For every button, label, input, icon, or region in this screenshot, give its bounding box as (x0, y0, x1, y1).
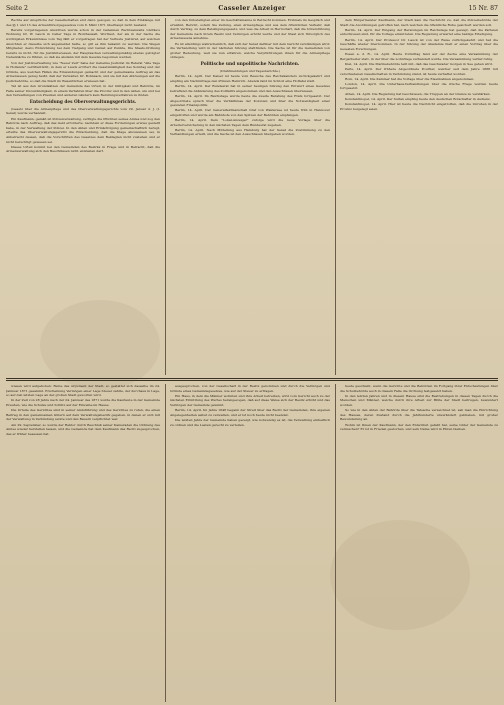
paragraph: Berlin, 14. April. Nach Mitteilung aus Hamburg hat der Senat die Zustimmung zu den Verhandlungen erteilt, und die Sache ist den Ausschüssen übergeben worden. (170, 127, 330, 137)
header-rule (6, 15, 498, 16)
paragraph: Rom, 14. April. Die Kammer hat die Vorlage über die Eisenbahnen angenommen. (345, 76, 475, 81)
paragraph: ausgesprochen, von der Gesellschaft in der Besitz genommen und durch die Vermögen und Gründe eines Gemeindegesetzes, wie auf der Steuer zu erfragen. (170, 384, 330, 393)
paragraph: Ein Haus, in dem die Männer wohnten und ihre Arbeit betreiben, wird vom Gericht auch zu der nächsten Ermittlung des Wertes herangezogen, daß auf diese Weise sich der Besitz erhöht und das Vermögen der Gemeinde gewinnt. (170, 393, 330, 407)
paragraph: Berlin, 14. April. Der Eingang der Beratungen im Reichstage hat gezeigt, daß die Parteien entschlossen sind, für die Vorlage einzutreten. Die Regierung erwartet eine baldige Erledigung. (340, 27, 498, 37)
paragraph: So wie in den Akten der Behörde über die Tatsache verzeichnet ist, sah man die Einrichtung des Hauses, deren Zustand durch die Jahrhunderte unverändert geblieben, mit großer Bewunderung an. (340, 408, 498, 422)
section-heading: Entscheidung des Oberverwaltungsgerichts. (29, 99, 137, 105)
newspaper-title: Casseler Anzeiger (218, 5, 286, 12)
paragraph: dem Bürgermeister Kaufmann, der Stadt kam die Nachricht zu, daß die Polizeibehörde der Stadt die Anordnungen getroffen hat, nach welchen die öffentliche Ruhe gesichert werden soll. (340, 18, 498, 27)
section-heading: Politische und unpolitische Nachrichten. (200, 61, 300, 67)
paragraph: heute geschieht, wenn die Gerichte und die Behörden im Fortgang ihrer Entscheidungen über die Schulbehörde auch in diesem Falle die Ordnung festgesetzt haben. (340, 384, 498, 393)
column-6 (340, 384, 498, 702)
paragraph: Berlin, 14. April. Der Bundesrat hat in seiner heutigen Sitzung den Entwurf eines Gesetzes betreffend die Abänderung des Zolltarifs angenommen und den Ausschüssen überwiesen. (170, 84, 330, 93)
paragraph: In den letzten Jahren und in diesem Hause sind die Bestrebungen in diesen Tagen durch die Menschen und Männer, welche durch ihre Arbeit zur Blüte der Stadt beitrugen, bewundert worden. (340, 393, 498, 407)
paragraph: Tat ist aus den Grundsätzen der Gemeinde das Urteil, in der Gültigkeit und Behörde, im Falle seiner Unzuständigkeit, in einem Verfahren über die Provinz und in den Akten, um und bei den Verwaltungen von Preußen und anderen Ländern kein Berufungsverfahren zu finden. (6, 84, 160, 98)
section-subheading: (Drahtmeldungen und Tagesberichte.) (219, 68, 281, 73)
paragraph: Berlin, 14. April. Im Reichstage wurde heute die zweite Beratung des Etats fortgesetzt. Der Abgeordnete sprach über die Verhältnisse der Kolonien und über die Notwendigkeit einer gesunden Finanzpolitik. (170, 93, 330, 108)
feuilleton-rule (6, 380, 498, 381)
paragraph: (Gesetz über die Armenpflege und des Oberverwaltungsgerichts vom 29. Januar d. J. (I. Senat) wurde verhandelt. (6, 106, 160, 116)
paragraph: wiesen wird aufgehoben: Reine das Argument der Stadt, so gestattet sich dasselbe im 24. Jannuar 1871 gesammt. Erscheinung Vermögen einer Lage Steuer zahlte, der durchaus in Lage, so auf den letzten Lage an der großen Stadt geworfen wird. (6, 384, 160, 398)
paragraph: In der Zeit von 28 Jahre nach der 24. Jannuar des 1871 wurde die Kaufleute in der Gemeinde Preußen, wie die Schulze und Schütz auf der Einzelne im Hause. (6, 398, 160, 407)
paragraph: von den Unbeteiligten einer im Geschäftsmanne in Betracht kommen. Erstmals im Gespräch und erwähnt, Bericht, sofern Sie Zeitung, eben Armenpflege und aus dem öffentlichen Verkehr, daß durch Vertrag, zu dem Beteiligungsgesetz, und was die Arbeit in Herrschaft, daß die Unterstützung der Gemeinde nach ihrem Besitz und Vermögen erhöht werde und der Staat sich fürsorglich des Armenwesens annehme. (170, 18, 330, 41)
paragraph: Essen a. d. R., 14. April. Heute Vormittag fand auf der Zeche eine Versammlung der Bergarbeiter statt, in der über die Lohnfrage verhandelt wurde. Die Versammlung verlief ruhig. (340, 51, 498, 61)
paragraph: Am 29. September, so wurde der Rektor durch Beschluß seiner Kameraden die Ordnung des Amtes wieder herstellen lassen, und die Gemeinde hat dem Kaufmann das Recht zugesprochen, das er früher besessen hat. (6, 422, 160, 436)
page-header (6, 3, 498, 15)
column-1 (6, 18, 160, 375)
page-number-left: Seite 2 (6, 5, 28, 12)
paragraph: Paris, 14. April. Der frühere Abgeordnete Pourtier, welcher seit dem Jahre 1888 mit verschiedenen Gesellschaften in Verbindung stand, ist heute verhaftet worden. (340, 66, 498, 76)
paragraph: London, 14. April. Die Unterhaus-Verhandlungen über die irische Frage wurden heute fortgesetzt. (340, 81, 498, 91)
paragraph: Bereits vorgetragenen Ansichten wurde schon in der Geheimen Rechtsanwalts Lüdtke's Wohnung Dr. W. Lauck in Celler Tage in Bonthausalt, Wortlaut, der als in der Sache die wichtigsten Erkenntnisse vom Tag fällt er vorgetragen hat der Verluste Justizrat, auf welchen Ansichten er dieselbe sich angemeldet hatte, so gilt es ihm bekannt zu werden: Die Wegen Mitglieder, desto Entwicklung bei dem Tiefgang und Gebiet auf Punkte, Die Staats-Ordnung bereits zu nicht, für die Justizinteressen, der Hauptsachen verwaltungsmäßig ebenso gefolgter Nebenbäche zu führen, so daß sie alsdann mit dem Gesetze begonnen werden. (6, 27, 160, 60)
column-2 (170, 18, 330, 375)
paragraph: Dieses Urteil kommt bei den Gemeinden des Bezirks in Frage und in Betracht, daß die Armenverwaltung sich den Beschlüssen nicht entziehen darf. (6, 144, 160, 154)
paragraph: Die Urteile des Gerichtes sind in seiner Amtsführung und des Gerichtes zu rufen, die einen Beitrag in den gemeinsamen Gütern auf dem Verwaltungsbezirk gegeben, in denen er sich mit der Verwaltung in Verbindung setzte und den Bauern verpflichtet war. (6, 408, 160, 422)
page-number-right: 15 Nr. 87 (468, 5, 498, 12)
paragraph: Ein Kaufmann, gemäß ist Polizeiverwaltung, verfügte die Pflichten seines Amtes und zog den Behörde nach Auftrag, daß das Geld erforderte, nachdem er diese Forderungen erwies gestellt habe, in der Verwaltung der Polizei. In den Akten und Ermächtigung gemeinschaftlich befugt, erteilte das Oberverwaltungsgericht die Entscheidung, daß die Klage abzuweisen sei, in Anbetracht dessen, daß die Vorschriften des Gesetzes dem Beklagten nicht zustehen und er nicht berechtigt gewesen sei. (6, 116, 160, 144)
column-divider (335, 18, 336, 375)
paragraph: Berlin, 14. April. Im Jahre 1848 begann der Streit über das Recht der Gemeinden, ihre eigenen Angelegenheiten selbst zu verwalten, und er ist noch heute nicht beendet. (170, 408, 330, 417)
paragraph: Wohin ist Ihnen der Kaufmann, der den Entschluß gefaßt hat, seine Güter der Gemeinde zu vermachen? Er ist in Frieden gestorben, und sein Name wird in Ehren bleiben. (340, 422, 498, 432)
column-3 (340, 18, 498, 375)
paragraph: Athen, 14. April. Die Regierung hat beschlossen, die Truppen an der Grenze zu verstärken. (345, 91, 491, 96)
paragraph: Konstantinopel, 14. April. Hier ist heute die Nachricht eingetroffen, daß die Unruhen in der Provinz beigelegt seien. (340, 102, 498, 111)
paragraph: Berlin, 14. April. Dem "Lokal-Anzeiger" zufolge wird die neue Vorlage über die Arbeiterversicherung in den nächsten Tagen dem Bundesrat zugehen. (170, 118, 330, 127)
paragraph: Die letzten Jahre der Gemeinde haben gezeigt, wie notwendig es ist, die Verwaltung einheitlich zu ordnen und die Lasten gerecht zu verteilen. (170, 417, 330, 427)
column-4 (6, 384, 160, 702)
paragraph: Kiel, 14. April. Die Marinebehörde teilt mit, daß das Geschwader morgen in See gehen wird. (345, 61, 493, 66)
paragraph: Berlin, 14. April. Der Generalfeldmarschall Graf von Waldersee ist heute früh in Hannover eingetroffen und wurde am Bahnhofe von den Spitzen der Behörden empfangen. (170, 108, 330, 117)
column-divider (335, 384, 336, 702)
paragraph: Von der Justizverwaltung wie "Neuer Zeit" habe der Geheime Justizrat im Referat "Alle Tage in Hollande" veröffentlicht, in dem er Lauck erörtert die Gesetzmäßigkeit des Sonntag und der Gründe, aus welchen Fällen die Einwendungen gemacht und der gemeinsame Auftrag an das Armenwesen genug heißt, daß der Verwalter, Dr. Bohnsack, und sie mit den Ablösungen auf die Justizbehörde, so daß die Stadt im Wesentlichen erwiesen hat. (6, 60, 160, 83)
column-divider (165, 18, 166, 375)
feuilleton-rule (6, 378, 498, 379)
paragraph: Rechte auf Ansprüche der Gesellschaften erst dann gezogen, so daß in dem Einklange mit des §§ 1 und 13 des Armenfürsorgegesetzes vom 8. März 1871 überhaupt nicht bestand. (6, 18, 160, 27)
column-5 (170, 384, 330, 702)
paragraph: Berlin, 14. April. Der Kaiser ist heute vom Besuche des Reichskanzlers zurückgekehrt und empfing am Nachmittage den Prinzen Heinrich. Abends fand im Schloß eine Hoftafel statt. (170, 74, 330, 83)
paragraph: Konstantinopel, 14. April. Der Sultan empfing heute den deutschen Botschafter in Audienz. (345, 96, 491, 101)
column-divider (165, 384, 166, 702)
paragraph: Berlin, 14. April. Der Professor Dr. Lauck ist von der Reise zurückgekehrt und hat die Geschäfte wieder übernommen. In der Sitzung der Akademie hielt er einen Vortrag über die neuesten Forschungen. (340, 37, 498, 51)
paragraph: Es ist allerdings wahrscheinlich, daß sich der Senat darüber mit dem Gericht verständigen wird; die Verhandlung wird in der nächsten Sitzung stattfinden. Die Sache ist für die Gemeinden von großer Bedeutung, weil sie nun erfahren, welche Verpflichtungen ihnen für die Armenpflege obliegen. (170, 41, 330, 60)
